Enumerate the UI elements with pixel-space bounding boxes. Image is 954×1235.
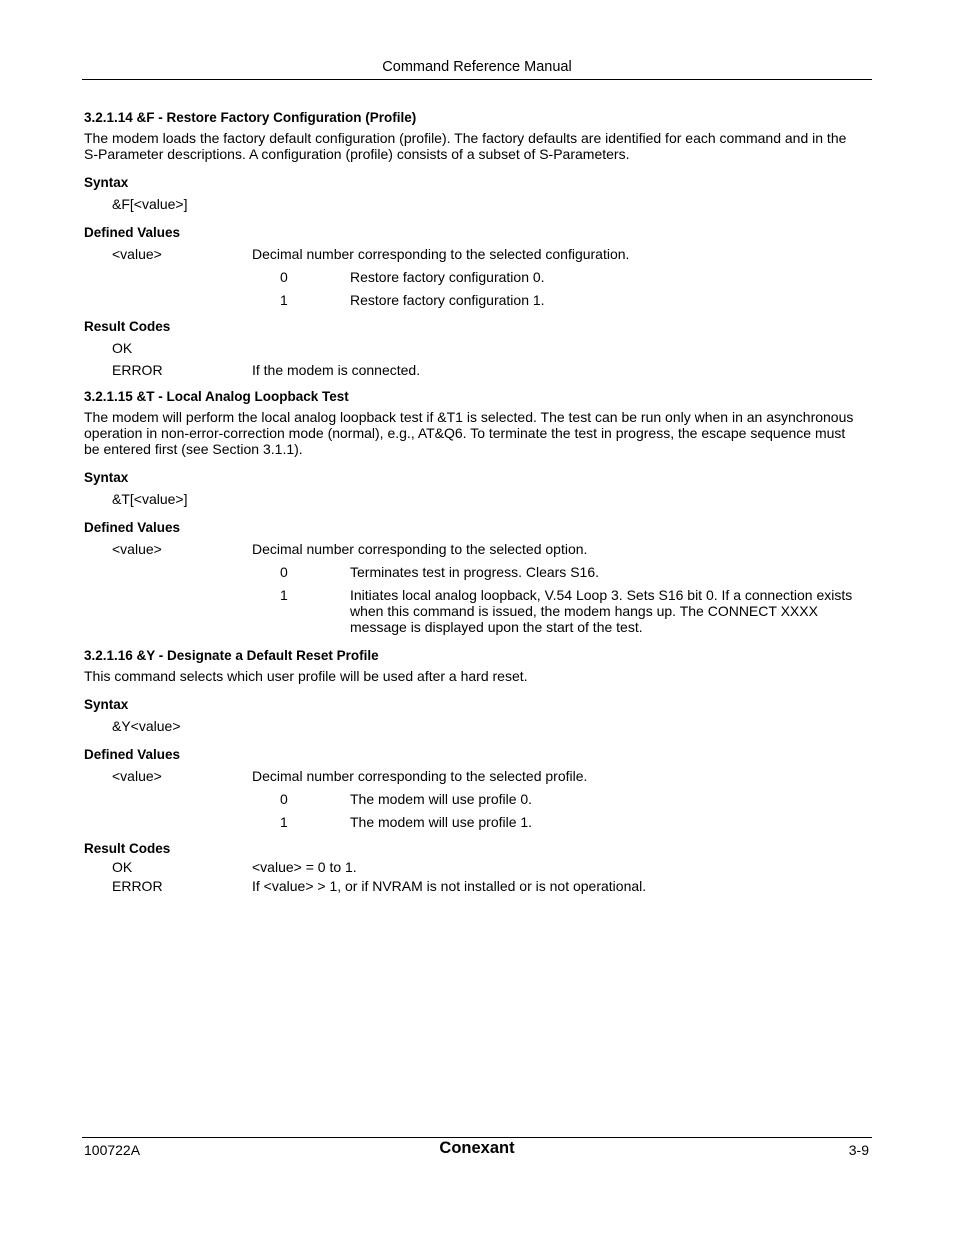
header-rule [82, 79, 872, 80]
document-number: 100722A [84, 1142, 141, 1158]
footer-rule [82, 1137, 872, 1138]
result-code-row [84, 878, 864, 894]
option-row [280, 791, 864, 807]
result-codes-label: Result Codes [84, 841, 171, 856]
defined-values-label: Defined Values [84, 225, 181, 240]
result-code: ERROR [112, 878, 163, 894]
option-row [280, 292, 864, 308]
section-title: 3.2.1.15 &T - Local Analog Loopback Test [84, 389, 349, 404]
option-value: 0 [280, 269, 288, 285]
defined-values-label: Defined Values [84, 520, 181, 535]
option-row [280, 564, 864, 580]
result-code-row [84, 859, 864, 875]
syntax-text: &T[<value>] [112, 491, 188, 507]
value-name: <value> [112, 246, 162, 262]
result-code-description: <value> = 0 to 1. [252, 859, 357, 875]
result-code: OK [112, 340, 133, 356]
option-description: Restore factory configuration 1. [350, 292, 545, 308]
section-description: The modem loads the factory default configuration (profile). The factory defaults are identified for each command and in the S-Parameter descriptions. A configuration (profile) consists of a subset of S-Parameters. [84, 130, 847, 162]
running-header: Command Reference Manual [382, 59, 572, 75]
result-code-description [252, 340, 864, 356]
option-row [280, 814, 864, 830]
defined-values-label: Defined Values [84, 747, 181, 762]
result-code-row [84, 340, 864, 356]
option-description: Terminates test in progress. Clears S16. [350, 564, 599, 580]
option-value: 1 [280, 587, 288, 603]
section-title: 3.2.1.14 &F - Restore Factory Configuration (Profile) [84, 110, 417, 125]
syntax-label: Syntax [84, 175, 129, 190]
section-description: The modem will perform the local analog loopback test if &T1 is selected. The test can be run only when in an asynchronous operation in non-error-correction mode (normal), e.g., AT&Q6. To terminate the test in progress, the escape sequence must be entered first (see Section 3.1.1). [84, 409, 854, 457]
page-content [84, 110, 864, 894]
value-name: <value> [112, 541, 162, 557]
value-name: <value> [112, 768, 162, 784]
result-code-description: If <value> > 1, or if NVRAM is not installed or is not operational. [252, 878, 647, 894]
result-code-row [84, 362, 864, 378]
syntax-text: &F[<value>] [112, 196, 188, 212]
section-title: 3.2.1.16 &Y - Designate a Default Reset Profile [84, 648, 379, 663]
syntax-label: Syntax [84, 470, 129, 485]
option-row [280, 587, 864, 635]
defined-value-row [84, 768, 864, 784]
option-value: 1 [280, 292, 288, 308]
result-codes-label: Result Codes [84, 319, 171, 334]
defined-value-row [84, 541, 864, 557]
option-value: 0 [280, 791, 288, 807]
option-value: 0 [280, 564, 288, 580]
section-loopback-test [84, 389, 864, 635]
section-description: This command selects which user profile will be used after a hard reset. [84, 668, 528, 684]
syntax-label: Syntax [84, 697, 129, 712]
option-description: The modem will use profile 1. [350, 814, 533, 830]
company-name: Conexant [439, 1139, 515, 1157]
result-code-description: If the modem is connected. [252, 362, 421, 378]
result-code: OK [112, 859, 133, 875]
option-description: The modem will use profile 0. [350, 791, 533, 807]
defined-value-row [84, 246, 864, 262]
page-number: 3-9 [848, 1142, 869, 1158]
section-restore-factory [84, 110, 864, 378]
option-value: 1 [280, 814, 288, 830]
syntax-text: &Y<value> [112, 718, 181, 734]
result-code: ERROR [112, 362, 163, 378]
option-description: Initiates local analog loopback, V.54 Loop 3. Sets S16 bit 0. If a connection exists when this command is issued, the modem hangs up. The CONNECT XXXX message is displayed upon the start of the test. [350, 587, 853, 635]
value-description: Decimal number corresponding to the selected option. [252, 541, 588, 557]
option-description: Restore factory configuration 0. [350, 269, 545, 285]
value-description: Decimal number corresponding to the selected configuration. [252, 246, 630, 262]
option-row [280, 269, 864, 285]
value-description: Decimal number corresponding to the selected profile. [252, 768, 588, 784]
section-default-reset-profile [84, 648, 864, 894]
